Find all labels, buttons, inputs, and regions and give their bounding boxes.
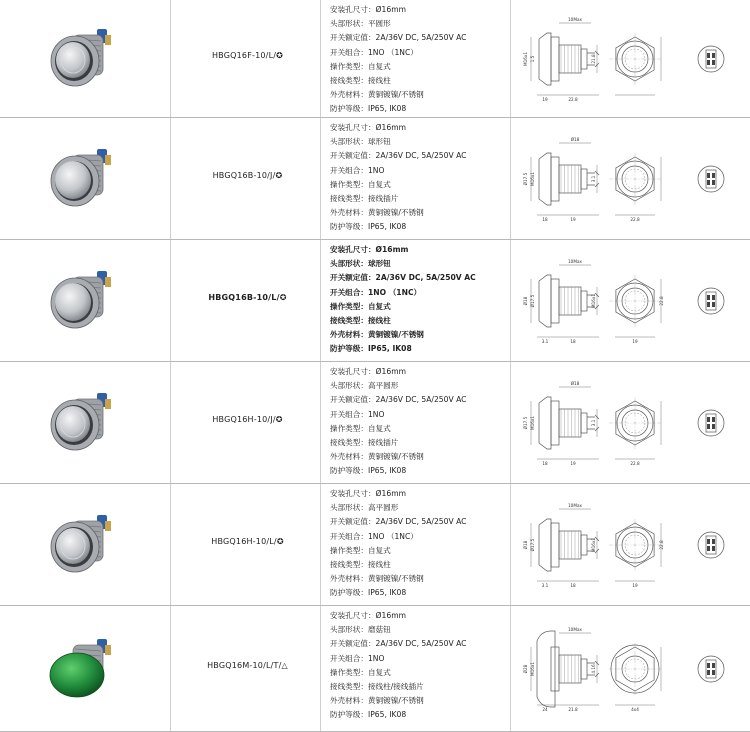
dimension-label: 19 [632, 339, 638, 344]
spec-line: 外壳材料：黄铜镀镍/不锈钢 [330, 208, 424, 218]
spec-line: 头部形状：高平圆形 [330, 381, 399, 391]
product-photo [45, 11, 120, 96]
spec-line: 接线类型：接线柱 [330, 316, 391, 326]
dimension-label: 3.1 [591, 175, 596, 183]
spec-line: 接线类型：接线插片 [330, 438, 399, 448]
model-number: HBGQ16M-10/L/T/△ [207, 661, 288, 670]
front-view [609, 33, 661, 95]
spec-line: 开关额定值：2A/36V DC, 5A/250V AC [330, 273, 476, 283]
spec-line: 头部形状：球形钮 [330, 137, 391, 147]
column-divider [510, 0, 511, 118]
rear-view [698, 166, 724, 192]
dimension-label: M16x1 [591, 293, 596, 309]
technical-drawing [515, 373, 750, 473]
product-row [0, 240, 750, 362]
spec-list [330, 243, 508, 357]
spec-line: 开关额定值：2A/36V DC, 5A/250V AC [330, 151, 467, 161]
column-divider [320, 240, 321, 362]
spec-line: 开关组合：1NO [330, 409, 385, 419]
column-divider [510, 606, 511, 732]
dimension-label: 19 [542, 97, 548, 102]
spec-line: 接线类型：接线插片 [330, 194, 399, 204]
dimension-label: 18 [570, 583, 576, 588]
product-row [0, 0, 750, 118]
dimension-label: 22.8 [568, 97, 578, 102]
dimension-label: M16x1 [530, 661, 535, 677]
side-view [531, 143, 599, 215]
rear-view [698, 46, 724, 72]
dimension-label: Ø17.5 [530, 294, 535, 308]
technical-drawing [515, 495, 750, 595]
spec-line: 安装孔尺寸：Ø16mm [330, 5, 406, 14]
front-view [609, 153, 661, 215]
spec-line: 外壳材料：黄铜镀镍/不锈钢 [330, 696, 424, 706]
model-number: HBGQ16H-10/L/✪ [211, 537, 284, 546]
dimension-label: 18 [542, 217, 548, 222]
dimension-label: M16x1 [591, 537, 596, 553]
dimension-label: Ø18 [570, 381, 580, 386]
column-divider [320, 118, 321, 240]
column-divider [320, 484, 321, 606]
spec-line: 操作类型：自复式 [330, 545, 391, 555]
product-photo [45, 497, 120, 582]
terminal-pin [105, 645, 111, 655]
spec-line: 操作类型：自复式 [330, 179, 391, 189]
spec-line: 接线类型：接线柱/接线插片 [330, 682, 424, 692]
dimension-label: Ø18 [570, 137, 580, 142]
terminal-pin [105, 521, 111, 531]
spec-line: 开关组合：1NO [330, 653, 385, 663]
model-number: HBGQ16H-10/J/✪ [212, 415, 283, 424]
dimension-label: 4x4 [631, 707, 639, 712]
spec-line: 开关组合：1NO （1NC） [330, 47, 418, 57]
terminal-pin [105, 399, 111, 409]
spec-line: 外壳材料：黄铜镀镍/不锈钢 [330, 452, 424, 462]
rear-view [698, 656, 724, 682]
spec-line: 安装孔尺寸：Ø16mm [330, 245, 409, 254]
spec-line: 外壳材料：黄铜镀镍/不锈钢 [330, 330, 424, 340]
dimension-label: 3.1 [541, 339, 549, 344]
model-number: HBGQ16B-10/J/✪ [212, 171, 283, 180]
column-divider [320, 606, 321, 732]
spec-list [330, 487, 508, 601]
dimension-label: 10Max [568, 259, 582, 264]
dimension-label: 3.1 [591, 419, 596, 427]
product-row [0, 118, 750, 240]
spec-line: 头部形状：平圆形 [330, 19, 391, 29]
spec-line: 开关额定值：2A/36V DC, 5A/250V AC [330, 517, 467, 527]
dimension-label: 4.16 [591, 664, 596, 674]
dimension-label: M16x1 [523, 51, 528, 67]
dimension-label: 10Max [568, 17, 582, 22]
spec-line: 防护等级：IP65, IK08 [330, 222, 407, 232]
spec-list [330, 609, 508, 723]
terminal-pin [105, 155, 111, 165]
dimension-label: 10Max [568, 627, 582, 632]
spec-line: 安装孔尺寸：Ø16mm [330, 489, 406, 498]
spec-line: 开关组合：1NO [330, 165, 385, 175]
dimension-label: 24 [542, 707, 548, 712]
dimension-label: 10Max [568, 503, 582, 508]
column-divider [170, 484, 171, 606]
spec-line: 操作类型：自复式 [330, 301, 391, 311]
spec-line: 安装孔尺寸：Ø16mm [330, 123, 406, 132]
spec-line: 防护等级：IP65, IK08 [330, 104, 407, 114]
terminal-pin [105, 277, 111, 287]
dimension-label: M16x1 [530, 415, 535, 431]
dimension-label: 3.1 [541, 583, 549, 588]
dimension-label: Ø17.5 [523, 416, 528, 430]
button-actuator [55, 283, 91, 321]
column-divider [510, 362, 511, 484]
rear-view [698, 288, 724, 314]
spec-list [330, 121, 508, 235]
side-view [531, 265, 599, 337]
dimension-label: 22.8 [630, 461, 640, 466]
spec-line: 操作类型：自复式 [330, 61, 391, 71]
product-row [0, 606, 750, 732]
spec-line: 安装孔尺寸：Ø16mm [330, 611, 406, 620]
spec-line: 接线类型：接线柱 [330, 76, 391, 86]
spec-line: 开关组合：1NO （1NC） [330, 287, 422, 297]
rear-view [698, 532, 724, 558]
column-divider [170, 0, 171, 118]
product-row [0, 362, 750, 484]
spec-line: 接线类型：接线柱 [330, 560, 391, 570]
column-divider [510, 240, 511, 362]
product-photo [45, 375, 120, 460]
spec-line: 开关组合：1NO （1NC） [330, 531, 418, 541]
dimension-label: 22.8 [659, 540, 664, 550]
dimension-label: 22.8 [659, 296, 664, 306]
front-view [609, 643, 661, 705]
model-number: HBGQ16B-10/L/✪ [208, 293, 287, 302]
column-divider [320, 362, 321, 484]
spec-line: 头部形状：球形钮 [330, 259, 391, 269]
dimension-label: 18 [542, 461, 548, 466]
dimension-label: 22.8 [630, 217, 640, 222]
dimension-label: 18 [570, 339, 576, 344]
model-number: HBGQ16F-10/L/✪ [211, 51, 284, 60]
column-divider [170, 362, 171, 484]
column-divider [510, 118, 511, 240]
product-photo [45, 131, 120, 216]
dimension-label: 1.5 [530, 55, 535, 63]
product-row [0, 484, 750, 606]
front-view [609, 397, 661, 459]
spec-line: 防护等级：IP65, IK08 [330, 344, 412, 354]
technical-drawing [515, 9, 750, 109]
dimension-label: 19 [570, 217, 576, 222]
spec-line: 防护等级：IP65, IK08 [330, 588, 407, 598]
spec-line: 头部形状：高平圆形 [330, 503, 399, 513]
mushroom-head [50, 653, 104, 697]
dimension-label: 19 [570, 461, 576, 466]
button-actuator [55, 161, 91, 199]
spec-list [330, 365, 508, 479]
terminal-pin [105, 35, 111, 45]
spec-list [330, 3, 508, 117]
spec-line: 头部形状：磨菇钮 [330, 625, 391, 635]
column-divider [510, 484, 511, 606]
spec-line: 防护等级：IP65, IK08 [330, 466, 407, 476]
product-photo [45, 253, 120, 338]
side-view [531, 631, 599, 707]
column-divider [170, 240, 171, 362]
dimension-label: 19 [632, 583, 638, 588]
spec-line: 操作类型：自复式 [330, 667, 391, 677]
dimension-label: M16x1 [530, 171, 535, 187]
technical-drawing [515, 129, 750, 229]
dimension-label: Ø28 [523, 664, 528, 674]
front-view [609, 519, 661, 581]
rear-view [698, 410, 724, 436]
side-view [531, 509, 599, 581]
spec-line: 外壳材料：黄铜镀镍/不锈钢 [330, 90, 424, 100]
column-divider [170, 606, 171, 732]
technical-drawing [515, 619, 750, 719]
technical-drawing [515, 251, 750, 351]
dimension-label: 21.8 [568, 707, 578, 712]
column-divider [170, 118, 171, 240]
spec-line: 操作类型：自复式 [330, 423, 391, 433]
spec-line: 安装孔尺寸：Ø16mm [330, 367, 406, 376]
front-view [609, 275, 661, 337]
dimension-label: Ø18 [523, 296, 528, 306]
column-divider [320, 0, 321, 118]
spec-line: 外壳材料：黄铜镀镍/不锈钢 [330, 574, 424, 584]
side-view [531, 23, 599, 95]
product-photo [45, 621, 120, 706]
dimension-label: Ø18 [523, 540, 528, 550]
dimension-label: 21.8 [591, 54, 596, 64]
spec-line: 开关额定值：2A/36V DC, 5A/250V AC [330, 639, 467, 649]
dimension-label: Ø17.5 [523, 172, 528, 186]
spec-line: 开关额定值：2A/36V DC, 5A/250V AC [330, 33, 467, 43]
spec-line: 防护等级：IP65, IK08 [330, 710, 407, 720]
spec-line: 开关额定值：2A/36V DC, 5A/250V AC [330, 395, 467, 405]
dimension-label: Ø17.5 [530, 538, 535, 552]
side-view [531, 387, 599, 459]
